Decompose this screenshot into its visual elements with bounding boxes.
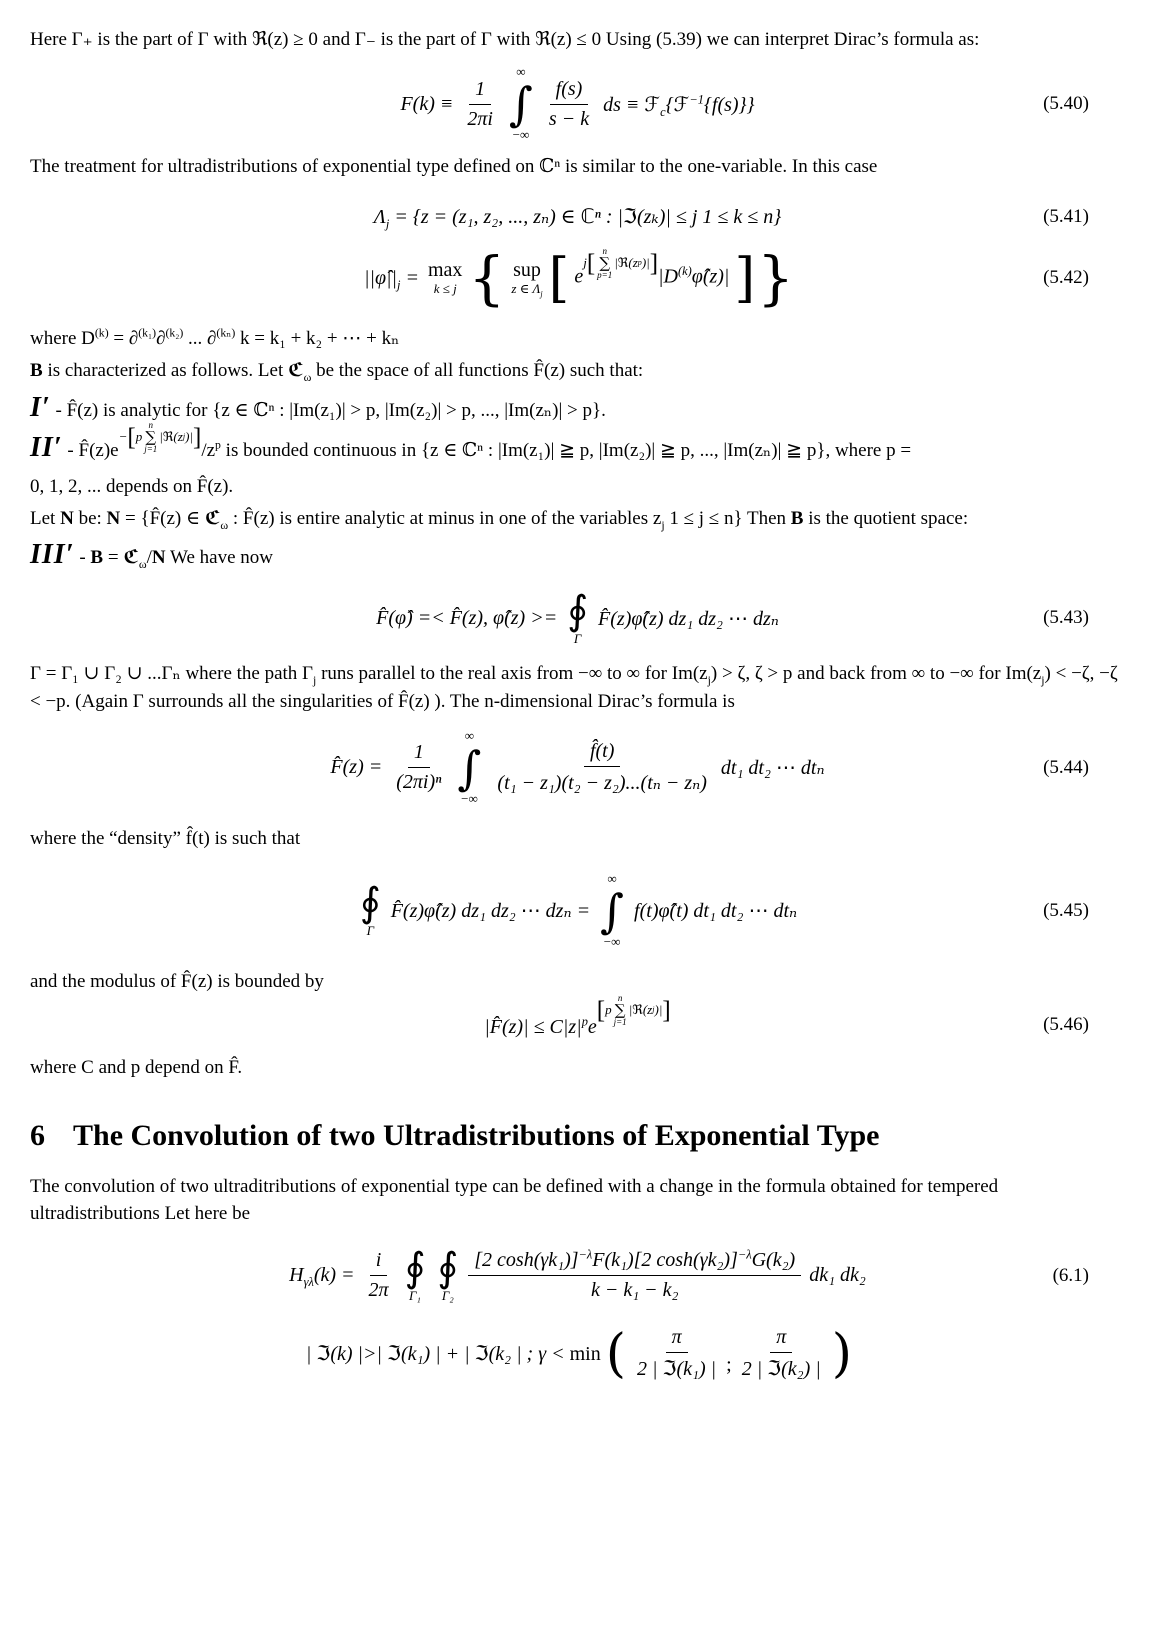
section-heading [30,1119,1125,1153]
integral-upper-limit: ∞ [516,64,526,80]
equation-number: (5.45) [1043,899,1089,921]
math-text: F̂(z)φ̂(z) dz₁ dz₂ ⋯ dzₙ = [390,900,591,923]
math-text: ||φ̂|| [363,266,398,289]
item-marker: I′ [30,391,51,423]
fraction-numerator [468,1249,801,1276]
fraction-denominator: (t₁ − z₁)(t₂ − z₂)...(tₙ − zₙ) [497,772,707,795]
text: = {F̂(z) ∈ [120,508,205,529]
sum-sign: ∑ [145,427,157,446]
math-text: p [135,428,143,444]
sum-lower-limit: j=1 [613,1016,627,1027]
fraction-denominator: 2 | ℑ(k₁) | [637,1358,717,1381]
integral-lower-limit: Γ₁ [409,1288,421,1304]
fraction [543,78,595,131]
fraction [736,1326,827,1381]
subscript: ω [303,371,312,385]
left-brace: { [468,244,506,313]
math-text [484,992,671,1042]
math-text [289,1264,355,1290]
left-bracket: [ [586,249,596,277]
left-bracket: [ [127,423,136,451]
fraction [468,1249,801,1302]
fraktur-b: B [790,508,804,529]
text: 1 ≤ j ≤ n} Then [664,508,791,529]
math-text: /z [201,439,216,461]
math-text [364,267,419,290]
math-text: e [587,1015,597,1038]
superscript: (k) [94,326,109,340]
math-text: = {z = (z₁, z₂, ..., zₙ) ∈ ℂⁿ : |ℑ(zₖ)| ≤ j 1 ≤ k ≤ n} [389,206,782,229]
para-convolution: The convolution of two ultraditributions of exponential type can be defined with a change in the formula obtained for tempered ultradistributions Let here be [30,1176,999,1225]
math-text: |ℜ(z [628,1002,653,1018]
equation-number: (6.1) [1052,1264,1089,1286]
exponent: j [ n ∑ p=1 |ℜ(z p )| ] [583,245,659,280]
superscript: (kₙ) [216,326,236,340]
para-depends: 0, 1, 2, ... depends on F̂(z). [30,475,234,497]
section-number: 6 [30,1119,45,1153]
text: is the quotient space: [803,508,969,529]
math-text: [2 cosh(γk₁)] [474,1249,579,1272]
sum-upper-limit: n [617,992,623,1003]
equation-6-1 [30,1247,1125,1304]
equation-5-42 [30,244,1125,313]
equation-number: (5.40) [1043,93,1089,115]
para-where-dk [30,325,1125,352]
subscript: j [707,674,711,688]
fraktur-c: ℭ [204,508,221,529]
equation-5-45 [30,872,1125,950]
para-b-characterized [30,357,1125,384]
fraktur-b: B [30,360,43,382]
equation-5-44 [30,729,1125,807]
math-text [306,1341,601,1366]
subscript: ω [138,557,147,571]
fraktur-c: ℭ [123,547,139,569]
exponent: [ p n ∑ j=1 |ℜ(z j )| ] [596,992,671,1027]
integral [600,872,624,950]
right-brace: } [757,244,795,313]
equation-number: (5.43) [1043,607,1089,629]
sum-upper-limit: n [148,419,153,430]
para-gamma-parts: Here Γ₊ is the part of Γ with ℜ(z) ≥ 0 and Γ₋ is the part of Γ with ℜ(z) ≤ 0 Using (5.39) we can interpret Dirac’s formula as: [30,29,980,50]
integral-lower-limit: Γ [573,630,582,646]
text: / [146,547,152,569]
fraction [491,740,713,795]
math-text: f(t)φ̂(t) dt₁ dt₂ ⋯ dtₙ [634,900,798,923]
math-text: ds ≡ ℱ [603,93,661,116]
integral-sign: ∫ [508,77,533,132]
superscript: p [581,1014,588,1029]
superscript: p [215,438,221,452]
math-text: )| [641,255,650,271]
subscript: j [385,217,390,232]
summation [597,247,612,280]
text: is characterized as follows. Let [42,360,288,382]
integral-upper-limit: ∞ [464,727,475,743]
math-text: | ℑ(k) |>| ℑ(k₁) | + | ℑ(k₂ | ; γ < [305,1343,570,1366]
math-text: {f(s)}} [703,93,755,116]
contour-integral [567,587,589,647]
math-text: F̂(z) = [330,756,383,779]
math-text: = ∂ [108,328,139,350]
fraction-numerator: 1 [469,78,491,105]
subscript: j [397,277,401,292]
para-modulus: and the modulus of F̂(z) is bounded by [30,970,324,992]
fraction [631,1326,722,1381]
subscript: j [1041,674,1045,688]
math-text: φ̂(z)| [691,265,730,288]
equation-number: (5.42) [1043,267,1089,289]
math-text: where D [30,328,95,350]
equation-5-40 [30,65,1125,143]
fraction-numerator: f(s) [550,78,589,105]
exponent: − [ p n ∑ j=1 |ℜ(z j )| ] [118,419,202,454]
fraction-numerator: 1 [408,741,430,768]
text: ) < −ζ, −ζ < −p. (Again Γ surrounds all the singularities of F̂(z) ). The n-dimensional Dirac’s formula is [30,663,1118,712]
fraktur-c: ℭ [288,360,304,382]
para-treatment: The treatment for ultradistributions of exponential type defined on ℂⁿ is similar to the one-variable. In this case [30,156,878,178]
math-text: |D [658,265,678,288]
math-text: j [583,255,587,271]
para-gamma-union [30,660,1125,714]
max-operator [428,259,462,297]
right-bracket: ] [734,247,756,309]
fraction-numerator: π [770,1326,792,1353]
math-text: − [118,428,128,444]
math-text: )| [654,1002,663,1018]
equation-5-41 [30,204,1125,232]
integral-lower-limit: −∞ [603,933,621,949]
fraction [363,1249,395,1302]
contour-integral-sign: ∮ [567,587,589,634]
fraction-denominator: 2 | ℑ(k₂) | [741,1358,821,1381]
item-marker: II′ [30,431,63,463]
integral-sign: ∫ [457,740,482,795]
integral [509,65,533,143]
math-text: = [400,266,419,289]
operator-underscript: k ≤ j [433,281,457,297]
separator: ; [726,1354,732,1377]
fraktur-n: N [60,508,74,529]
text: be the space of all functions F̂(z) such that: [311,360,644,382]
fraktur-n: N [106,508,121,529]
math-text: {ℱ [665,93,690,116]
math-text: k = k₁ + k₂ + ⋯ + kₙ [235,328,400,350]
equation-imaginary-condition [30,1323,1125,1384]
math-text: - F̂(z)e [62,439,119,461]
math-text: (k) = [313,1264,355,1287]
operator-name: max [427,259,463,282]
item-three-prime [30,537,1125,573]
math-text: )| [185,428,193,444]
right-paren: ) [831,1323,853,1384]
integral-lower-limit: −∞ [512,127,530,143]
text: Γ = Γ₁ ∪ Γ₂ ∪ ...Γₙ where the path Γ [30,663,314,685]
operator-name: sup [513,259,541,282]
math-text: F(k) ≡ [400,92,454,115]
summation [614,994,627,1027]
para-let-n [30,505,1125,532]
left-paren: ( [605,1323,627,1384]
math-text: ... ∂ [183,328,217,350]
math-text: dk₁ dk₂ [809,1264,866,1287]
sum-upper-limit: n [602,245,607,256]
fraction-numerator: i [370,1249,388,1276]
sum-sign: ∑ [599,253,611,272]
math-text: e [574,265,584,288]
subscript: j [540,289,543,299]
equation-number: (5.44) [1043,756,1089,778]
item-marker: III′ [30,539,75,571]
item-two-prime [30,419,1125,469]
contour-integral-sign: ∮ [359,880,381,927]
right-bracket: ] [192,423,202,451]
left-bracket: [ [596,996,606,1024]
fraction-denominator: 2π [368,1279,389,1302]
math-text: |ℜ(z [159,428,183,444]
superscript: −λ [737,1247,752,1262]
fraktur-n: N [151,547,166,569]
integral-upper-limit: ∞ [607,870,617,886]
fraction-numerator: π [666,1326,688,1353]
fraction [390,741,447,794]
fraction [461,78,499,131]
text: - [74,547,91,569]
fraction-denominator: 2πi [467,107,493,130]
equation-number: (5.46) [1043,1014,1089,1036]
contour-integral-sign: ∮ [437,1245,459,1292]
contour-integral [405,1247,426,1304]
math-text: Λ [373,206,386,229]
math-text: dt₁ dt₂ ⋯ dtₙ [720,757,825,780]
right-bracket: ] [649,249,659,277]
math-text: p [605,1002,612,1018]
subscript: ω [220,518,229,532]
superscript: (k₁) [138,326,157,340]
fraction-denominator: k − k₁ − k₂ [590,1279,679,1302]
math-text: H [289,1264,304,1287]
superscript: (k) [678,263,692,278]
equation-5-43 [30,587,1125,647]
para-density: where the “density” f̂(t) is such that [30,827,301,849]
text: is bounded continuous in {z ∈ ℂⁿ : |Im(z₁)| ≧ p, |Im(z₂)| ≧ p, ..., |Im(zₙ)| ≧ p}, where p = [220,439,912,461]
math-text: |ℜ(z [614,255,638,271]
operator-underscript [511,281,542,297]
fraction-numerator: f̂(t) [584,740,620,767]
math-text: ∂ [156,328,166,350]
integral-lower-limit: Γ [366,923,374,939]
summation [144,421,157,454]
subscript: j [313,674,317,688]
right-bracket: ] [662,996,671,1024]
text: ) > ζ, ζ > p and back from ∞ to −∞ for Im(z [710,663,1042,685]
text: : F̂(z) is entire analytic at minus in one of the variables z [228,508,662,529]
math-text: z ∈ Λ [511,281,541,297]
section-title: The Convolution of two Ultradistributions of Exponential Type [73,1119,880,1153]
sum-lower-limit: j=1 [144,443,158,454]
math-text: F̂(φ̂) =< F̂(z), φ̂(z) >= [376,606,558,629]
fraktur-b: B [90,547,104,569]
integral [457,729,481,807]
contour-integral [437,1247,458,1304]
left-bracket: [ [548,247,570,309]
superscript: −1 [689,91,704,106]
math-text: F(k₁)[2 cosh(γk₂)] [592,1249,738,1272]
min-operator: min [569,1343,601,1366]
equation-number: (5.41) [1043,205,1089,227]
text: be: [73,508,107,529]
text: = [103,547,124,569]
subscript: c [660,104,666,119]
text: Let [30,508,61,529]
fraction-denominator: (2πi)ⁿ [396,771,442,794]
sum-sign: ∑ [614,1000,626,1019]
fraction-denominator: s − k [548,107,590,130]
superscript: (k₂) [165,326,184,340]
math-text [373,204,782,232]
contour-integral-sign: ∮ [404,1245,426,1292]
equation-5-46 [30,992,1125,1042]
sup-operator [511,259,542,297]
integral-lower-limit: Γ₂ [441,1288,454,1304]
math-text [574,245,730,295]
text: We have now [165,547,273,569]
integral-sign: ∫ [600,883,625,938]
text: - F̂(z) is analytic for {z ∈ ℂⁿ : |Im(z₁)| > p, |Im(z₂)| > p, ..., |Im(zₙ)| > p}. [50,399,606,421]
superscript: −λ [578,1247,593,1262]
math-text: G(k₂) [751,1249,796,1272]
contour-integral [360,882,381,939]
sum-lower-limit: p=1 [597,269,613,280]
text: runs parallel to the real axis from −∞ to ∞ for Im(z [316,663,708,685]
math-text: |F̂(z)| ≤ C|z| [484,1015,582,1038]
subscript: γλ [303,1275,314,1290]
math-text: F̂(z)φ̂(z) dz₁ dz₂ ⋯ dzₙ [598,607,779,630]
para-c-and-p: where C and p depend on F̂. [30,1056,243,1078]
subscript: j [661,518,665,532]
integral-lower-limit: −∞ [461,790,478,806]
math-text [603,92,754,117]
